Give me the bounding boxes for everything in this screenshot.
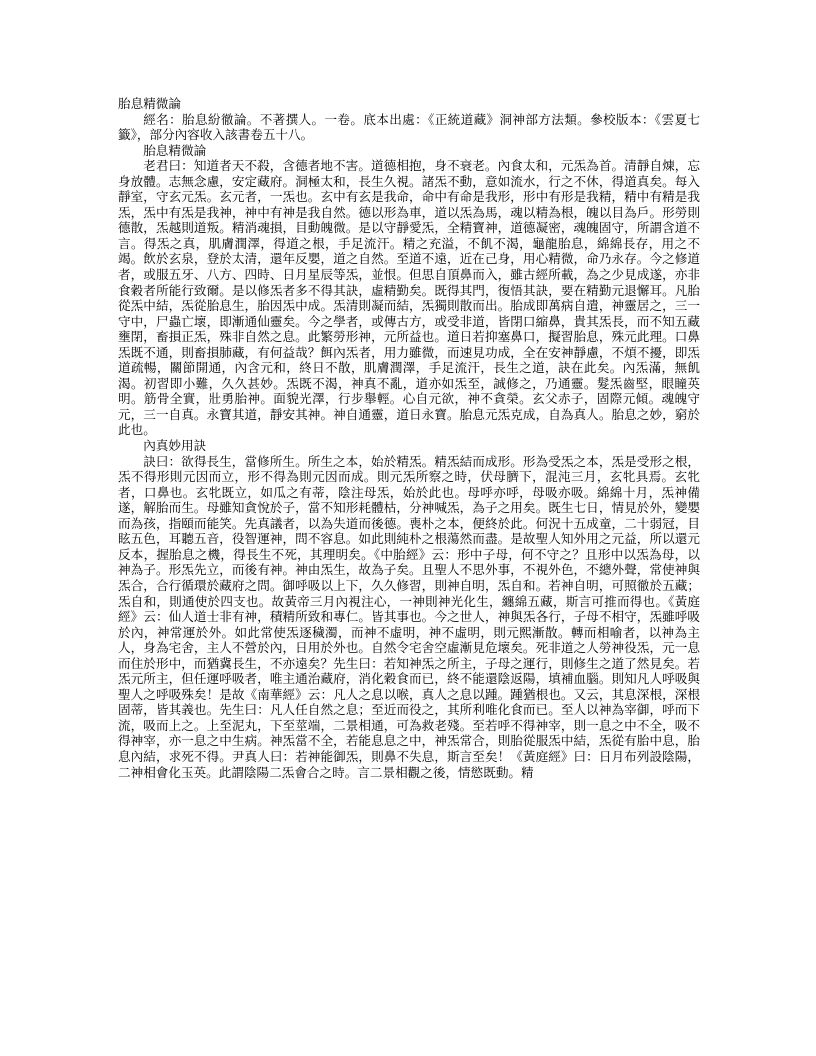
body-paragraph-laojun: 老君曰：知道者天不殺，含德者地不害。道德相抱，身不衰老。內食太和，元炁為首。清靜自煉，忘身放體。志無念慮，安定藏府。洞極太和，長生久視。諸炁不動，意如流水，行之不休，得道真矣。每入靜室，守玄元炁。玄元者，一炁也。玄中有玄是我命，命中有命是我形，形中有形是我精，精中有精是我炁，炁中有炁是我神，神中有神是我自然。德以形為車，道以炁為馬，魂以精為根，魄以目為戶。形勞則德散，炁越則道叛。精消魂損，目動魄微。是以守靜愛炁，全精寶神，道德凝密，魂魄固守，所謂含道不言。得炁之真，肌膚潤澤，得道之根，手足流汗。精之充溢，不飢不渴，龜龍胎息，綿綿長存，用之不竭。飲於玄泉，登於太清，還年反嬰，道之自然。至道不遠，近在己身，用心精微，命乃永存。今之修道者，或服五牙、八方、四時、日月星辰等炁，並恨。但思自頂鼻而入，雖古經所載，為之少見成遂，亦非食穀者所能行致爾。是以修炁者多不得其訣，虛精勤矣。既得其門，復悟其訣，要在精勤元退懈耳。凡胎從炁中結，炁從胎息生，胎因炁中成。炁清則凝而結，炁獨則散而出。胎成即萬病自遣，神靈居之，三一守中，尸蟲亡壞，即漸通仙靈矣。今之學者，或傳古方，或受非道，皆閉口縮鼻，貴其炁長，而不知五藏壅閉，畜損正炁，殊非自然之息。此繁勞形神，元所益也。道日若抑塞鼻口，擬習胎息，殊元此理。口鼻炁既不通，則畜損肺藏，有何益哉？餌內炁者，用力雖微，而速見功成，全在安神靜慮，不煩不擾，即炁道疏暢，關節開通，內含元和，終日不散，肌膚潤澤，手足流汗，長生之道，訣在此矣。內炁滿，無飢渴。初習即小難，久久甚妙。炁既不渴，神真不亂，道亦如炁至，誠修之，乃通靈。髮炁齒堅，眼瞳英明。筋骨全實，壯勇胎神。面貌光澤，行步舉輕。心自元欲，神不貪榮。玄父赤子，固際元傾。魂魄守元，三一自真。永寶其道，靜安其神。神自通靈，道日永寶。胎息元炁克成，自為真人。胎息之妙，窮於此也。 <box>118 158 700 438</box>
section-heading-taixi-jingwei-lun: 胎息精微論 <box>143 142 207 158</box>
document-text-block <box>118 96 700 780</box>
section-heading-neizhen-miaoyong-jue: 內真妙用訣 <box>143 438 207 454</box>
colophon-paragraph: 經名：胎息紛徹論。不著撰人。一卷。底本出處：《正統道藏》洞神部方法類。參校版本：《雲夏七籤》，部分內容收入該書卷五十八。 <box>118 111 700 143</box>
document-title: 胎息精微論 <box>118 96 181 111</box>
body-paragraph-jueyue: 訣曰：欲得長生，當修所生。所生之本，始於精炁。精炁結而成形。形為受炁之本，炁是受形之根，炁不得形則元因而立，形不得為則元因而成。則元炁所察之時，伏母臍下，混沌三月，玄牝具焉。玄牝者，口鼻也。玄牝既立，如瓜之有蒂，陰注母炁，始於此也。母呼亦呼，母吸亦吸。綿綿十月，炁神備遂，解胎而生。母雖知貪悅於子，當不知形耗體枯，分神喊炁，為子之用矣。既生七日，情見於外，變嬰而為孩，指頤而能笑。先真議者，以為失道而後德。喪朴之本，便終於此。何況十五成童，二十弱冠，目眩五色，耳聽五音，役智運神，問不容息。如此則純朴之根蕩然而盡。是故聖人知外用之元益，所以還元反本，握胎息之機，得長生不死，其理明矣。《中胎經》云：形中子母，何不守之？且形中以炁為母，以神為子。形炁先立，而後有神。神由炁生，故為子矣。且聖人不思外事，不視外色，不總外聲，常使神與炁合，合行循環於藏府之問。御呼吸以上下，久久修習，則神自明，炁自和。若神自明，可照徹於五藏；炁自和，則通使於四支也。故黃帝三月內視注心，一神則神光化生，纏綿五藏，斯言可推而得也。《黃庭經》云：仙人道士非有神，積精所致和專仁。皆其事也。今之世人，神與炁各行，子母不相守，炁雖呼吸於內，神常運於外。如此常使炁逐穢濁，而神不虛明，神不虛明，則元熙漸散。轉而相喻者，以神為主人，身為宅舍，主人不營於內，日用於外也。自然令宅舍空虛漸見危壞矣。死非道之人勞神役炁，元一息而住於形中，而猶冀長生，不亦遠矣？先生曰：若知神炁之所主，子母之運行，則修生之道了然見矣。若炁元所主，但任運呼吸者，唯主通治藏府，消化穀食而已，終不能還陰返陽，填補血腦。則知凡人呼吸與聖人之呼吸殊矣！是故《南華經》云：凡人之息以喉，真人之息以踵。踵猶根也。又云，其息深根，深根固蒂，皆其義也。先生曰：凡人任自然之息；至近而役之，其所利唯化食而已。至人以神為宰御，呼而下流，吸而上之。上至泥丸，下至莖端，二景相通，可為救老殘。至若呼不得神宰，則一息之中不全，吸不得神宰，亦一息之中生病。神炁當不全，若能息息之中，神炁常合，則胎從服炁中結，炁從有胎中息，胎息內結，求死不得。尹真人曰：若神能御炁，則鼻不失息，斯言至矣！《黃庭經》曰：日月布列設陰陽，二神相會化玉英。此謂陰陽二炁會合之時。言二景相觀之後，情慾既動。精 <box>118 453 700 780</box>
